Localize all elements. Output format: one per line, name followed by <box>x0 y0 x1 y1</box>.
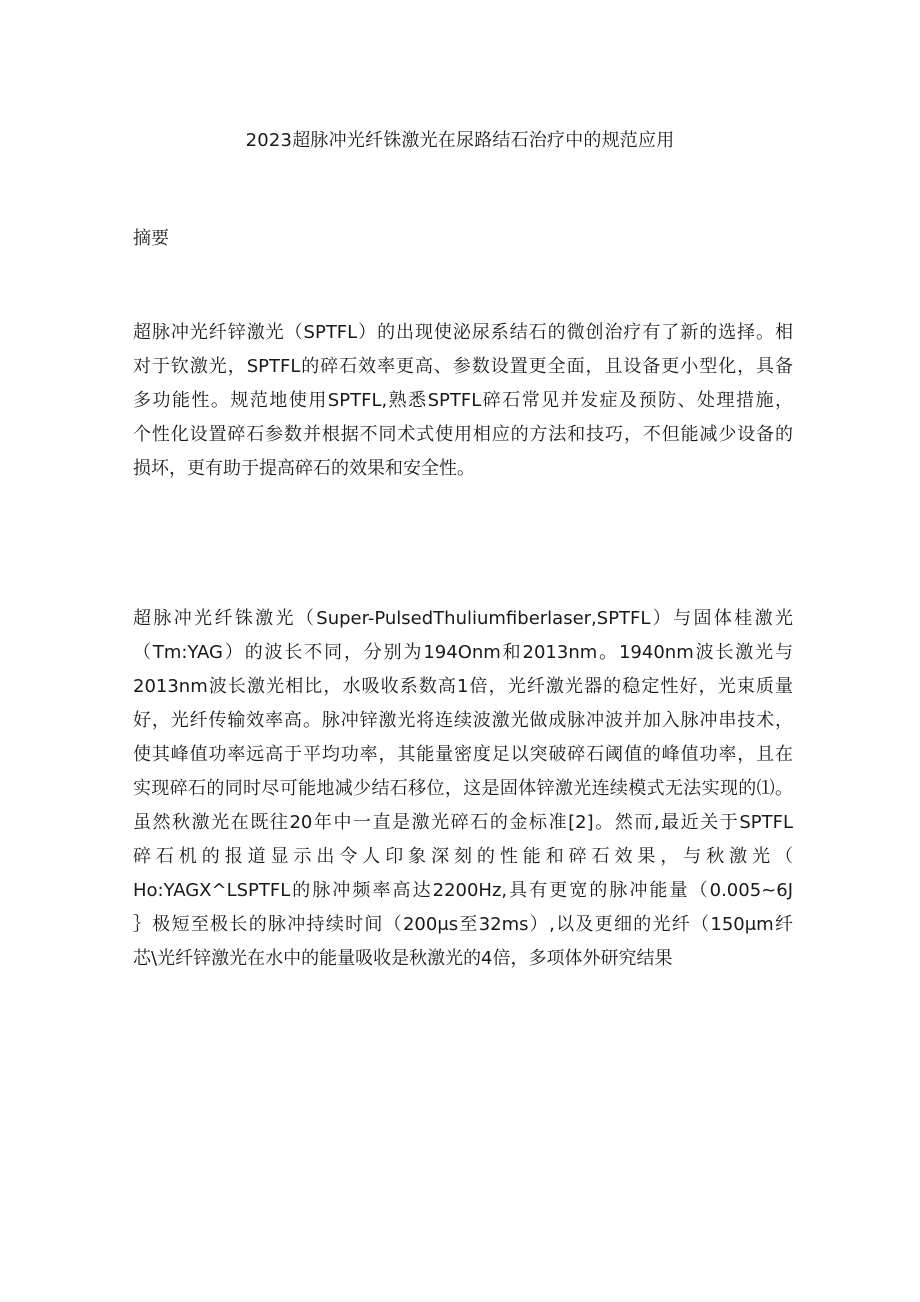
text-line: 对于钦激光，SPTFL的碎石效率更高、参数设置更全面，且设备更小型化，具备 <box>133 356 793 377</box>
abstract-paragraph <box>133 316 793 486</box>
text-line: 好，光纤传输效率高。脉冲锌激光将连续波激光做成脉冲波并加入脉冲串技术， <box>133 710 793 731</box>
text-line: 实现碎石的同时尽可能地减少结石移位，这是固体锌激光连续模式无法实现的⑴。 <box>133 778 793 799</box>
text-line: 芯\光纤锌激光在水中的能量吸收是秋激光的4倍，多项体外研究结果 <box>133 948 673 969</box>
text-line: 虽然秋激光在既往20年中一直是激光碎石的金标准[2]。然而,最近关于SPTFL <box>133 812 793 833</box>
text-line: 2013nm波长激光相比，水吸收系数高1倍，光纤激光器的稳定性好，光束质量 <box>133 676 793 697</box>
abstract-heading: 摘要 <box>133 228 169 249</box>
text-line: （Tm:YAG）的波长不同，分别为194Onm和2013nm。1940nm波长激光与 <box>133 642 793 663</box>
text-line: 超脉冲光纤铢激光（Super-PulsedThuliumfiberlaser,SPTFL）与固体桂激光 <box>133 608 793 629</box>
text-line: 多功能性。规范地使用SPTFL,熟悉SPTFL碎石常见并发症及预防、处理措施， <box>133 390 793 411</box>
text-line: 个性化设置碎石参数并根据不同术式使用相应的方法和技巧，不但能减少设备的 <box>133 424 793 445</box>
text-line: 碎石机的报道显示出令人印象深刻的性能和碎石效果，与秋激光（ <box>133 846 793 867</box>
text-line: 使其峰值功率远高于平均功率，其能量密度足以突破碎石阈值的峰值功率，且在 <box>133 744 793 765</box>
text-line: Ho:YAGX^LSPTFL的脉冲频率高达2200Hz,具有更宽的脉冲能量（0.005~6J <box>133 880 793 901</box>
body-paragraph <box>133 602 793 976</box>
document-title: 2023超脉冲光纤铢激光在尿路结石治疗中的规范应用 <box>245 130 675 151</box>
text-line: 损坏，更有助于提高碎石的效果和安全性。 <box>133 458 475 479</box>
text-line: 超脉冲光纤锌激光（SPTFL）的出现使泌尿系结石的微创治疗有了新的选择。相 <box>133 322 793 343</box>
text-line: ｝极短至极长的脉冲持续时间（200μs至32ms）,以及更细的光纤（150μm纤 <box>133 914 793 935</box>
